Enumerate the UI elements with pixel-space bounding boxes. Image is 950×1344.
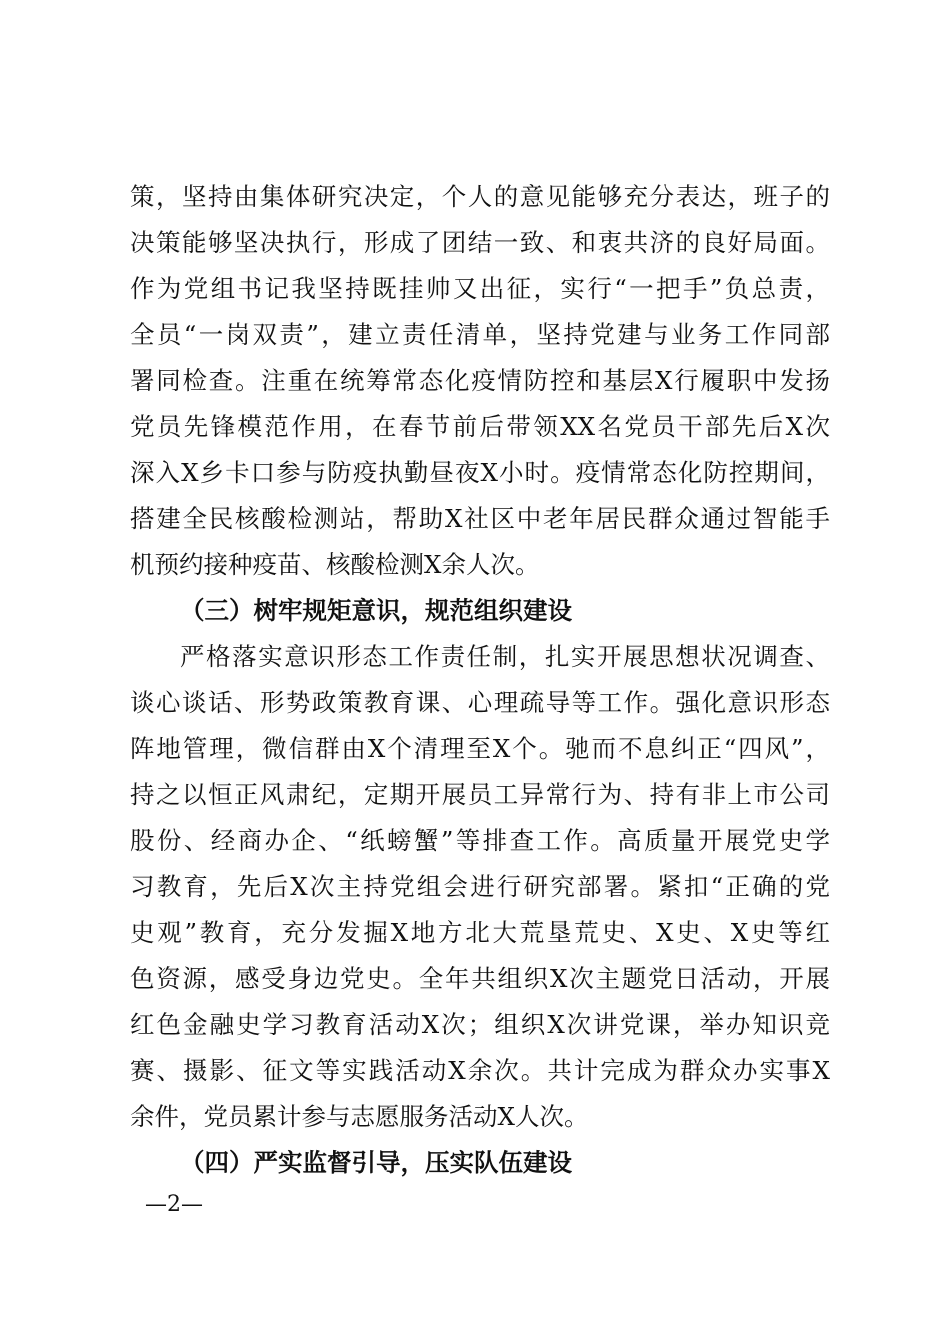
paragraph-2-line-2: 谈心谈话、形势政策教育课、心理疏导等工作。强化意识形态 — [130, 688, 830, 717]
paragraph-1-line-2: 决策能够坚决执行，形成了团结一致、和衷共济的良好局面。 — [130, 228, 830, 257]
paragraph-2-line-7: 史观”教育，充分发掘X地方北大荒垦荒史、X史、X史等红 — [130, 918, 830, 947]
paragraph-2-line-8: 色资源，感受身边党史。全年共组织X次主题党日活动，开展 — [130, 964, 830, 993]
paragraph-1-line-8: 搭建全民核酸检测站，帮助X社区中老年居民群众通过智能手 — [130, 504, 830, 533]
paragraph-2-line-6: 习教育，先后X次主持党组会进行研究部署。紧扣“正确的党 — [130, 872, 830, 901]
paragraph-2-line-10: 赛、摄影、征文等实践活动X余次。共计完成为群众办实事X — [130, 1056, 830, 1085]
paragraph-2-line-1: 严格落实意识形态工作责任制，扎实开展思想状况调查、 — [180, 642, 830, 671]
paragraph-2-line-11: 余件，党员累计参与志愿服务活动X人次。 — [130, 1102, 589, 1131]
paragraph-2-line-4: 持之以恒正风肃纪，定期开展员工异常行为、持有非上市公司 — [130, 780, 830, 809]
section-heading-4: （四）严实监督引导，压实队伍建设 — [180, 1148, 572, 1177]
paragraph-1-line-4: 全员“一岗双责”，建立责任清单，坚持党建与业务工作同部 — [130, 320, 830, 349]
paragraph-1-line-6: 党员先锋模范作用，在春节前后带领XX名党员干部先后X次 — [130, 412, 830, 441]
paragraph-2-line-9: 红色金融史学习教育活动X次；组织X次讲党课，举办知识竞 — [130, 1010, 830, 1039]
paragraph-1-line-7: 深入X乡卡口参与防疫执勤昼夜X小时。疫情常态化防控期间， — [130, 458, 830, 487]
section-heading-3: （三）树牢规矩意识，规范组织建设 — [180, 596, 572, 625]
paragraph-1-line-5: 署同检查。注重在统筹常态化疫情防控和基层X行履职中发扬 — [130, 366, 830, 395]
paragraph-2-line-3: 阵地管理，微信群由X个清理至X个。驰而不息纠正“四风”， — [130, 734, 830, 763]
paragraph-1-line-9: 机预约接种疫苗、核酸检测X余人次。 — [130, 550, 540, 579]
paragraph-1-line-1: 策，坚持由集体研究决定，个人的意见能够充分表达，班子的 — [130, 182, 830, 211]
page-number: —2— — [145, 1192, 203, 1217]
paragraph-2-line-5: 股份、经商办企、“纸螃蟹”等排查工作。高质量开展党史学 — [130, 826, 830, 855]
paragraph-1-line-3: 作为党组书记我坚持既挂帅又出征，实行“一把手”负总责， — [130, 274, 830, 303]
